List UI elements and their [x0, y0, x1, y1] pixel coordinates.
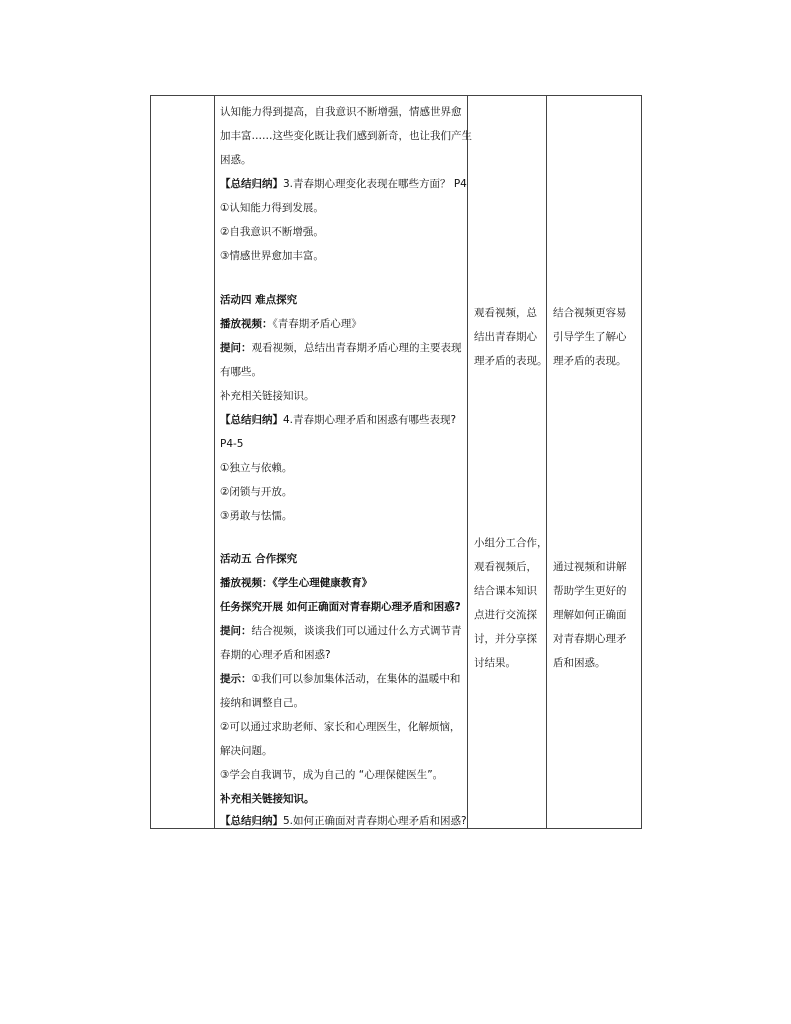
summary-text: 4.青春期心理矛盾和困惑有哪些表现?: [283, 414, 457, 426]
supplement-4: 补充相关链接知识。: [220, 390, 315, 402]
text-line: 观看视频，总: [474, 307, 537, 319]
text-line: 观看视频后，: [474, 561, 537, 573]
question-label: 提问：: [220, 342, 252, 354]
summary-text: 5.如何正确面对青春期心理矛盾和困惑?: [283, 815, 467, 827]
supplement-5: 补充相关链接知识。: [220, 793, 315, 805]
hint-text: ①我们可以参加集体活动，在集体的温暖中和: [251, 673, 461, 685]
text-line: 讨，并分享探: [474, 633, 537, 645]
summary-4: [220, 413, 465, 427]
hint-5-item-2b: 解决问题。: [220, 745, 273, 757]
text-line: 讨结果。: [474, 657, 516, 669]
question-4-line: [220, 341, 465, 355]
text-line: 结合视频更容易: [553, 307, 627, 319]
hint-5-line-2: 接纳和调整自己。: [220, 697, 304, 709]
activity-5-title: 活动五 合作探究: [220, 553, 298, 565]
list-item: ③勇敢与怯懦。: [220, 510, 293, 522]
text-line: 通过视频和讲解: [553, 561, 627, 573]
list-item: ②闭锁与开放。: [220, 486, 293, 498]
summary-4-page: P4-5: [220, 438, 244, 450]
text-line: 盾和困惑。: [553, 657, 606, 669]
summary-text: 3.青春期心理变化表现在哪些方面？ P4: [283, 178, 467, 190]
question-5-line-2: 春期的心理矛盾和困惑?: [220, 649, 331, 661]
student-activity-4: [474, 306, 548, 378]
list-item: ①独立与依赖。: [220, 462, 293, 474]
design-intent-cell: [547, 96, 642, 829]
intro-line: 困惑。: [220, 154, 252, 166]
intro-line: 认知能力得到提高，自我意识不断增强，情感世界愈: [220, 106, 462, 118]
video-label: 播放视频：: [220, 318, 273, 330]
video-5-line: [220, 576, 465, 590]
video-title: 《青春期矛盾心理》: [272, 318, 362, 330]
text-line: 理矛盾的表现。: [474, 355, 548, 367]
summary-3: [220, 177, 465, 191]
question-text: 结合视频，谈谈我们可以通过什么方式调节青: [251, 625, 462, 637]
question-4-line-2: 有哪些。: [220, 366, 262, 378]
student-activity-5: [474, 536, 548, 680]
task-5-line: 任务探究开展 如何正确面对青春期心理矛盾和困惑?: [220, 601, 461, 613]
question-5-line: [220, 624, 465, 638]
hint-5-line: [220, 672, 465, 686]
list-item: ②自我意识不断增强。: [220, 226, 324, 238]
summary-tag: 【总结归纳】: [220, 815, 283, 827]
hint-5-item-2: ②可以通过求助老师、家长和心理医生，化解烦恼，: [220, 721, 461, 733]
text-line: 结合课本知识: [474, 585, 537, 597]
design-intent-4: [553, 306, 639, 378]
list-item: ①认知能力得到发展。: [220, 202, 324, 214]
summary-tag: 【总结归纳】: [220, 178, 283, 190]
hint-label: 提示：: [220, 673, 252, 685]
stage-column-cell: [151, 96, 215, 829]
summary-tag: 【总结归纳】: [220, 414, 283, 426]
video-label: 播放视频：: [220, 577, 273, 589]
text-line: 理解如何正确面: [553, 609, 627, 621]
list-item: ③情感世界愈加丰富。: [220, 250, 324, 262]
question-label: 提问：: [220, 625, 252, 637]
summary-5: [220, 814, 465, 828]
text-line: 引导学生了解心: [553, 331, 627, 343]
text-line: 小组分工合作，: [474, 537, 548, 549]
teaching-process-cell: [215, 96, 472, 829]
hint-5-item-3: ③学会自我调节，成为自己的 “心理保健医生”。: [220, 769, 444, 781]
video-title: 《学生心理健康教育》: [272, 577, 373, 589]
text-line: 结出青春期心: [474, 331, 537, 343]
design-intent-5: [553, 560, 639, 680]
lesson-plan-table: [150, 95, 642, 829]
text-line: 帮助学生更好的: [553, 585, 627, 597]
question-text: 观看视频，总结出青春期矛盾心理的主要表现: [251, 342, 462, 354]
activity-4-title: 活动四 难点探究: [220, 294, 298, 306]
text-line: 对青春期心理矛: [553, 633, 627, 645]
text-line: 点进行交流探: [474, 609, 537, 621]
student-activity-cell: [468, 96, 547, 829]
intro-line: 加丰富……这些变化既让我们感到新奇，也让我们产生: [220, 130, 472, 142]
video-4-line: [220, 317, 465, 331]
text-line: 理矛盾的表现。: [553, 355, 627, 367]
